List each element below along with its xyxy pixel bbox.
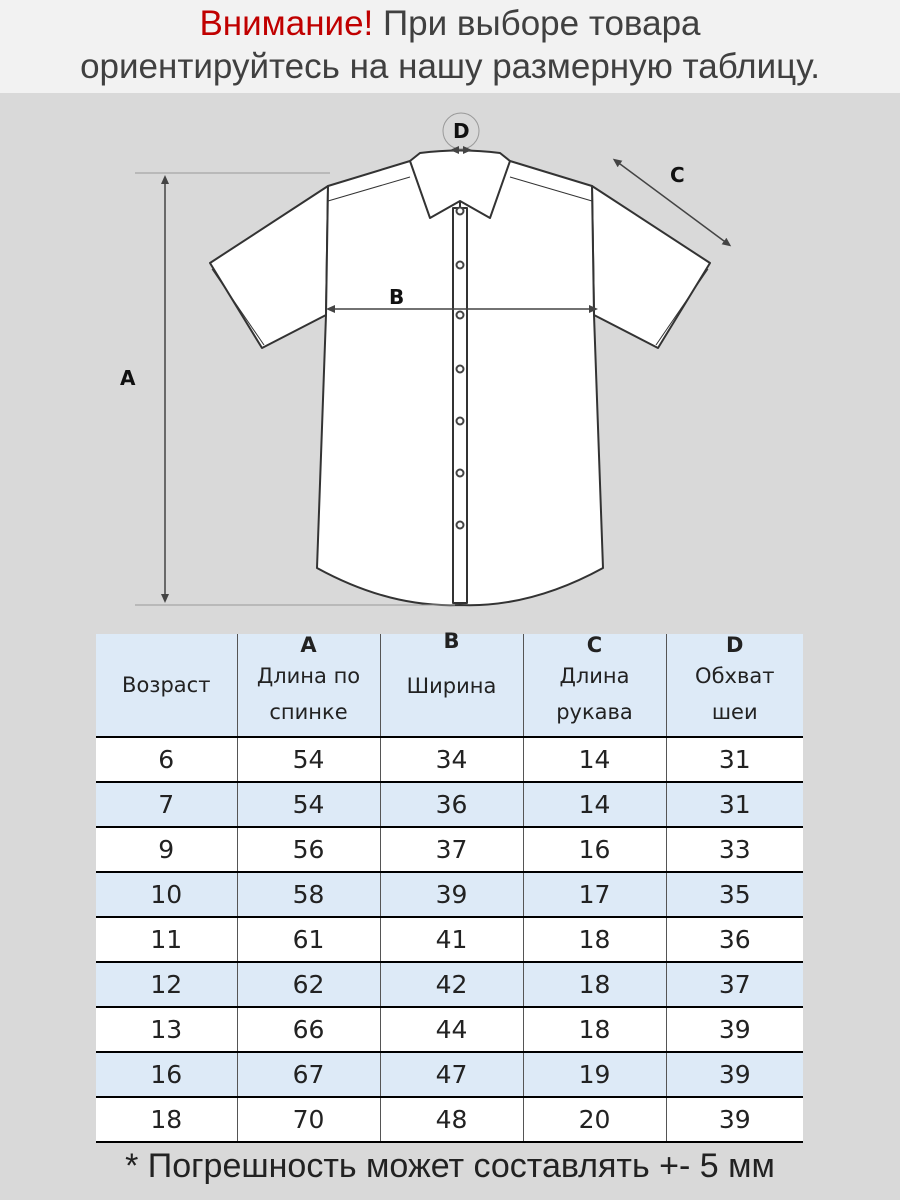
cell-age: 16 [96,1052,237,1097]
cell-b: 48 [380,1097,523,1142]
tolerance-footnote: * Погрешность может составлять +- 5 мм [125,1147,775,1185]
table-body [96,737,803,1142]
cell-d: 39 [666,1007,803,1052]
shirt-diagram [0,93,900,630]
cell-d: 31 [666,737,803,782]
cell-b: 42 [380,962,523,1007]
table-row [96,737,803,782]
table-row [96,1007,803,1052]
cell-a: 66 [237,1007,380,1052]
cell-c: 18 [523,917,666,962]
cell-d: 39 [666,1097,803,1142]
cell-age: 11 [96,917,237,962]
cell-d: 39 [666,1052,803,1097]
header-width: B Ширина [380,634,523,737]
cell-d: 31 [666,782,803,827]
table-row [96,827,803,872]
right-sleeve [592,186,710,348]
dimension-c-label: C [670,163,685,187]
notice-line-1 [0,0,900,45]
cell-b: 37 [380,827,523,872]
cell-c: 17 [523,872,666,917]
table-row [96,872,803,917]
header-age: Возраст [96,634,237,737]
cell-b: 47 [380,1052,523,1097]
table-row [96,917,803,962]
cell-age: 18 [96,1097,237,1142]
table-row [96,962,803,1007]
dimension-a-label: A [120,366,136,390]
cell-a: 54 [237,782,380,827]
cell-a: 70 [237,1097,380,1142]
cell-a: 56 [237,827,380,872]
cell-a: 62 [237,962,380,1007]
warning-text: Внимание! [199,4,374,43]
table-row [96,1052,803,1097]
cell-b: 44 [380,1007,523,1052]
cell-age: 12 [96,962,237,1007]
table-header-row [96,634,803,737]
cell-age: 10 [96,872,237,917]
cell-a: 67 [237,1052,380,1097]
cell-b: 34 [380,737,523,782]
cell-a: 61 [237,917,380,962]
cell-age: 9 [96,827,237,872]
cell-a: 54 [237,737,380,782]
shirt-drawing [0,93,900,630]
left-sleeve [210,186,328,348]
cell-c: 18 [523,1007,666,1052]
cell-age: 6 [96,737,237,782]
header-back-length: A Длина по спинке [237,634,380,737]
notice-line-1-text: При выборе товара [373,4,701,43]
cell-d: 35 [666,872,803,917]
header-sleeve-length: C Длина рукава [523,634,666,737]
cell-b: 36 [380,782,523,827]
shirt-body [317,161,603,605]
cell-c: 19 [523,1052,666,1097]
cell-c: 16 [523,827,666,872]
header-neck-girth: D Обхват шеи [666,634,803,737]
cell-b: 41 [380,917,523,962]
dimension-d-label: D [453,119,470,143]
cell-b: 39 [380,872,523,917]
cell-age: 7 [96,782,237,827]
size-table [96,629,803,1143]
dimension-b-label: B [389,285,405,309]
cell-d: 36 [666,917,803,962]
table-row [96,782,803,827]
cell-c: 14 [523,782,666,827]
cell-d: 37 [666,962,803,1007]
cell-d: 33 [666,827,803,872]
cell-c: 20 [523,1097,666,1142]
notice-banner [0,0,900,93]
cell-c: 14 [523,737,666,782]
notice-line-2: ориентируйтесь на нашу размерную таблицу. [80,47,820,86]
cell-age: 13 [96,1007,237,1052]
cell-a: 58 [237,872,380,917]
cell-c: 18 [523,962,666,1007]
table-row [96,1097,803,1142]
